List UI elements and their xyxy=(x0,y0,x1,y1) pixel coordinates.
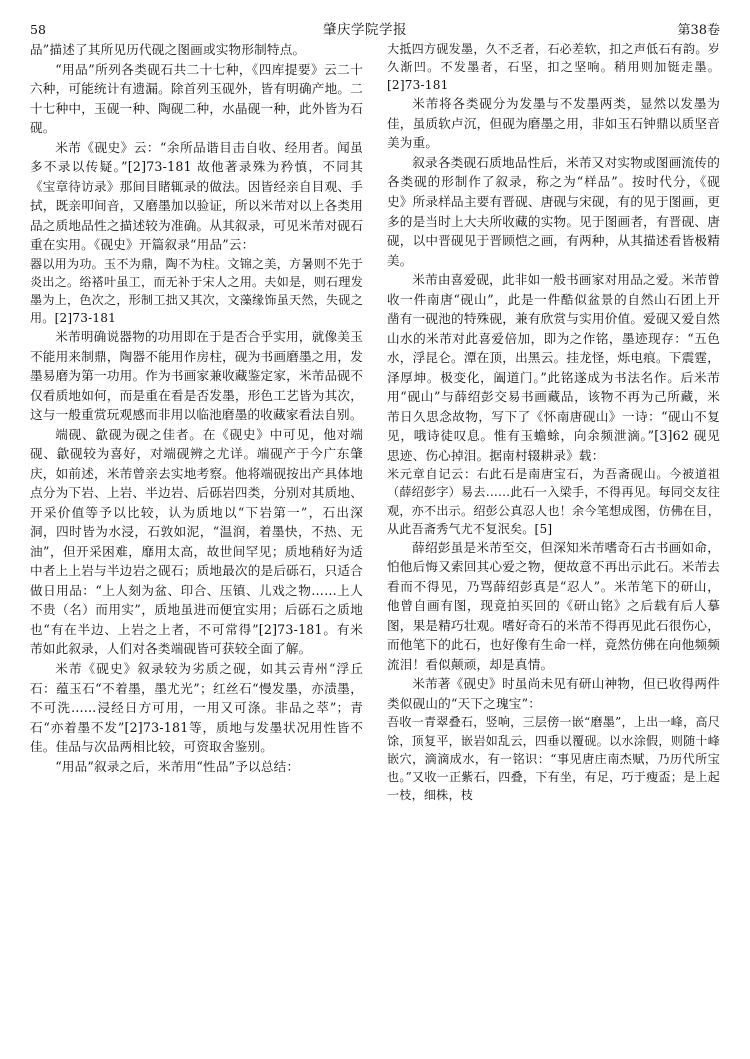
paragraph: 米芾由喜爱砚，此非如一般书画家对用品之爱。米芾曾收一件南唐“砚山”，此是一件酷似盆景的自然山石团上开凿有一砚池的特殊砚，兼有欣赏与实用价值。爱砚又爱自然山水的米芾对此喜爱倍加，即为之作铭，墨迹现存：“五色水，浮昆仑。潭在顶，出黑云。挂龙怪，烁电痕。下震霆，泽厚坤。极变化，阖道门。”此铭遂成为书法名作。后米芾用“砚山”与薛绍彭交易书画藏品，该物不再为己所藏，米芾日久思念故物，写下了《怀南唐砚山》一诗：“砚山不复见，哦诗徒叹息。惟有玉蟾蜍，向余频泄滴。”[3]62 砚见思迹、伤心掉泪。据南村辍耕录》载： xyxy=(387,272,720,463)
paragraph: 米芾《砚史》叙录较为劣质之砚，如其云青州“浮丘石：蕴玉石“不着墨，墨尤光”；红丝石“慢发墨，亦渍墨，不可洗……浸经日方可用，一用又可涤。非品之萃”；青石“亦着墨不发”[2]73-181等，质地与发墨状况用性皆不佳。佳品与次品两相比较，可资取舍鉴别。 xyxy=(30,661,363,755)
page-header xyxy=(30,18,720,38)
paragraph: “用品”所列各类砚石共二十七种，《四库提要》云二十六种，可能统计有遗漏。除首列玉砚外，皆有明确产地。二十七种中，玉砚一种、陶砚二种，水晶砚一种，此外皆为石砚。 xyxy=(30,61,363,136)
block-quote: 吾收一青翠叠石，竖响，三层傍一嵌“磨墨”，上出一峰，高尺馀，顶复平，嵌岩如乱云，四垂以覆砚。以水涂假，则随十峰嵌穴，滴滴成水，有一铭识：“事见唐庄南杰赋，乃历代所宝也。”又收一正紫石，四叠，下有坐，有足，巧于瘦盃；是上起一枝，细株，枝 xyxy=(387,715,720,802)
paragraph: 品”描述了其所见历代砚之图画或实物形制特点。 xyxy=(30,42,306,57)
paragraph: 米芾明确说器物的功用即在于是否合乎实用，就像美玉不能用来制鼎，陶器不能用作房柱，砚为书画磨墨之用，发墨易磨为第一功用。作为书画家兼收藏鉴定家，米芾品砚不仅看质地如何，而是重在看是否发墨，形色工艺皆为其次，这与一般重赏玩观感而非用以临池磨墨的收藏家看法自别。 xyxy=(30,329,363,423)
volume-label: 第38卷 xyxy=(677,23,720,38)
paragraph: 米芾《砚史》云：“余所品谐目击自收、经用者。闻虽多不录以传疑。”[2]73-181 故他著录殊为矜慎，不同其《宝章待访录》那间目睹辄录的做法。因皆经亲自目观、手拭，既亲叩间音，又磨墨加以验证，所以米芾对以上各类用品之质地品性之描述较为准确。从其叙录，可见米芾对砚石重在实用。《砚史》开篇叙录“用品”云： xyxy=(30,139,363,253)
article-body xyxy=(30,40,720,1040)
paragraph: 端砚、歙砚为砚之佳者。在《砚史》中可见，他对端砚、歙砚较为喜好，对端砚辨之尤详。端砚产于今广东肇庆，如前述，米芾曾亲去实地考察。他将端砚按出产具体地点分为下岩、上岩、半边岩、后砾岩四类，分别对其质地、开采价值等予以比较，认为质地以“下岩第一”，石出深洞，四时皆为水浸，石敦如泥，“温润，着墨快，不热、无油”，但开采困难，靡用太高，故世间罕见；质地稍好为适中者上上岩与半边岩之砚石；质地最次的是后砾石，只适合做日用品：“上人刻为盆、印合、压镇、儿戏之物……上人不贵（名）而用实”，质地虽进而便宜实用；后砾石之质地也“有在半边、上岩之上者，不可常得”[2]73-181。有米芾如此叙录，人们对各类端砚皆可获较全面了解。 xyxy=(30,426,363,657)
paragraph: 米芾著《砚史》时虽尚未见有研山神物，但已收得两件类似砚山的“天下之瑰宝”： xyxy=(387,676,720,711)
paragraph: 薛绍彭虽是米芾至交，但深知米芾嗜奇石古书画如命，怕他后悔又索回其心爱之物，便故意不再出示此石。米芾去看而不得见，乃骂薛绍彭真是“忍人”。米芾笔下的研山，他曾自画有图，现竟拍买回的《研山铭》之后载有后人摹图，果是精巧壮观。嗜好奇石的米芾不得再见此石很伤心，而他笔下的此石，也好像有生命一样，竟然仿佛在向他频频流泪！看似颠顽，却是真情。 xyxy=(387,539,720,672)
left-column xyxy=(30,40,363,1040)
paragraph: “用品”叙录之后，米芾用“性品”予以总结： xyxy=(55,758,300,774)
paragraph: 米芾将各类砚分为发墨与不发墨两类，显然以发墨为佳，虽质软卢沉，但砚为磨墨之用，非如玉石钟鼎以质坚音美为重。 xyxy=(387,96,720,151)
paragraph: 叙录各类砚石质地品性后，米芾又对实物或图画流传的各类砚的形制作了叙录，称之为“样品”。按时代分，《砚史》所录样品主要有晋砚、唐砚与宋砚，有的见于图画，更多的是当时上大夫所收藏的实物。见于图画者，有晋砚、唐砚，以中晋砚见于晋顾恺之画，有两种，从其描述看皆极精美。 xyxy=(387,154,720,268)
block-quote: 大抵四方砚发墨，久不乏者，石必差软，扣之声低石有韵。岁久渐凹。不发墨者，石坚，扣之坚响。稍用则加铤走墨。[2]73-181 xyxy=(387,42,720,93)
journal-title: 肇庆学院学报 xyxy=(323,22,407,38)
right-column xyxy=(387,40,720,1040)
page-number: 58 xyxy=(30,22,46,37)
block-quote: 米元章自记云：右此石是南唐宝石，为吾斋砚山。今被道祖（薛绍彭字）易去……此石一入梁手，不得再见。每同交友往观，亦不出示。绍彭公真忍人也！余今笔想成图，仿佛在目，从此吾斋秀气尤不复泯矣。[5] xyxy=(387,467,720,536)
block-quote: 器以用为功。玉不为鼎，陶不为柱。文锦之美，方暑则不先于炎出之。绤褡叶虽工，而无补于宋人之用。夫如是，则石理发墨为上，色次之，形制工拙又其次，文藻缘饰虽天然，失砚之用。[2]73-181 xyxy=(30,256,363,326)
